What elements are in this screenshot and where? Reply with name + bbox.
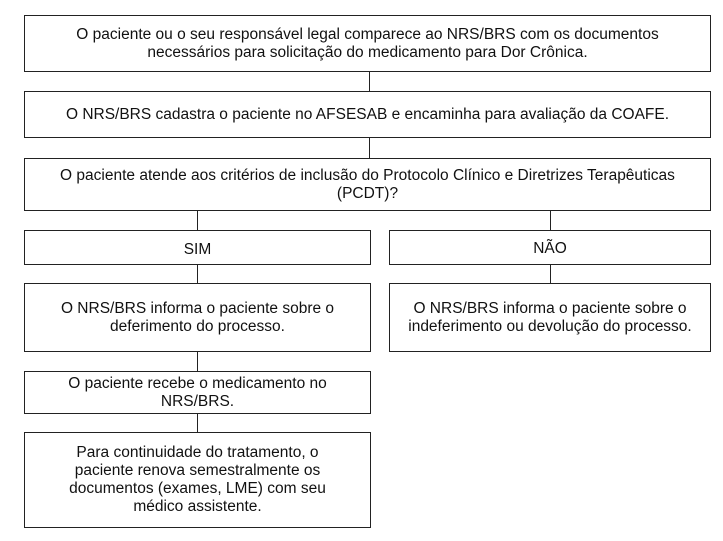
receive-medication-box (24, 371, 371, 414)
connector-line (550, 210, 551, 231)
connector-line (197, 210, 198, 231)
yes-label: SIM (183, 241, 212, 258)
no-label: NÃO (533, 240, 567, 257)
connector-line (197, 264, 198, 284)
yes-label-box (24, 230, 371, 265)
receive-medication-text: O paciente recebe o medicamento no NRS/BRS. (68, 374, 327, 410)
connector-line (197, 413, 198, 433)
rejection-box (389, 283, 711, 352)
step-attend-text: O paciente ou o seu responsável legal comparece ao NRS/BRS com os documentos necessários para solicitação do medicamento para Dor Crônica. (76, 25, 659, 61)
deferment-text: O NRS/BRS informa o paciente sobre o deferimento do processo. (60, 299, 335, 335)
connector-line (369, 71, 370, 91)
connector-line (197, 351, 198, 371)
decision-box (24, 158, 711, 211)
connector-line (550, 264, 551, 284)
connector-line (369, 137, 370, 158)
deferment-box (24, 283, 371, 352)
step-register-box (24, 91, 711, 138)
rejection-text: O NRS/BRS informa o paciente sobre o indeferimento ou devolução do processo. (408, 299, 692, 335)
decision-text: O paciente atende aos critérios de inclusão do Protocolo Clínico e Diretrizes Terapêuticas (PCDT)? (60, 166, 675, 202)
step-register-text: O NRS/BRS cadastra o paciente no AFSESAB e encaminha para avaliação da COAFE. (65, 105, 670, 123)
step-attend-box (24, 15, 711, 72)
renewal-text: Para continuidade do tratamento, o paciente renova semestralmente os documentos (exames, LME) com seu médico assistente. (69, 444, 326, 515)
renewal-box (24, 432, 371, 528)
no-label-box (389, 230, 711, 265)
